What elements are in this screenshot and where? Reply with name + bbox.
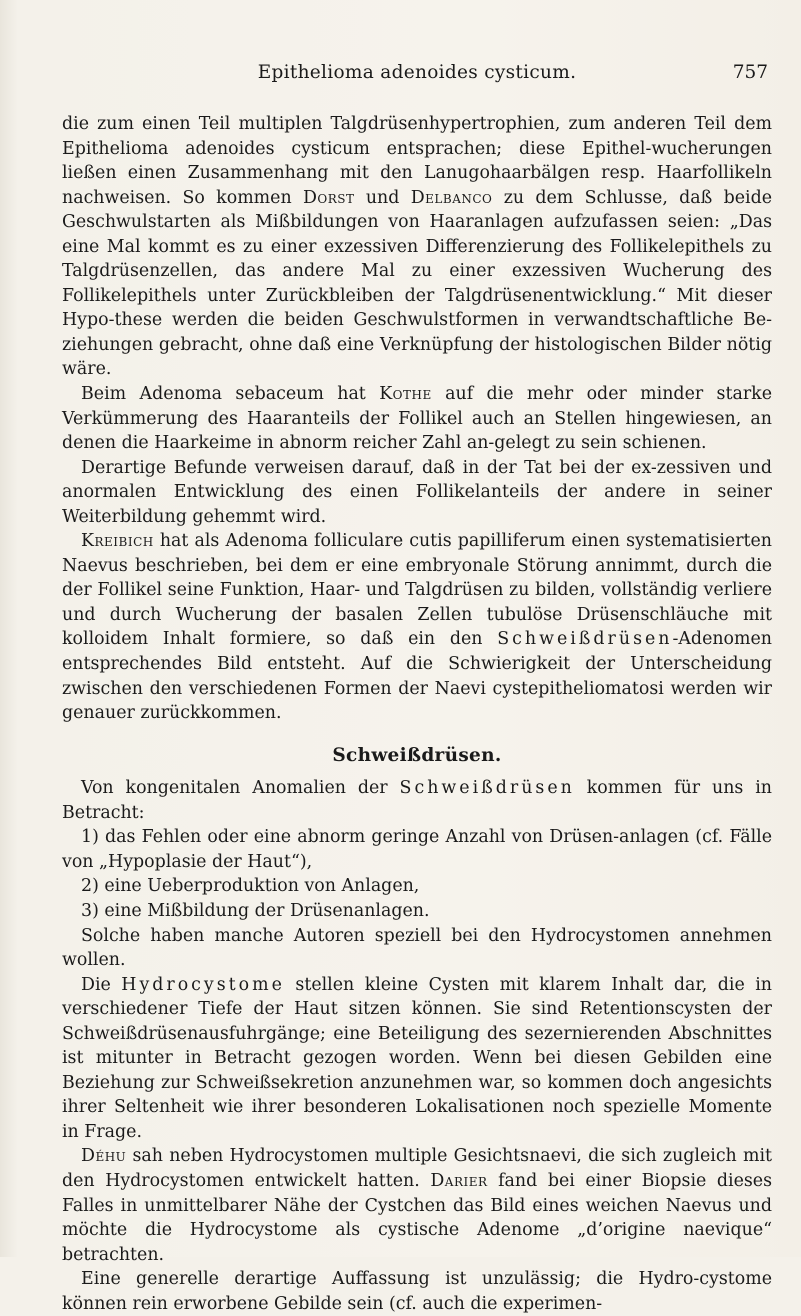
- paragraph-2: [62, 382, 772, 456]
- spaced-term: Schweißdrüsen: [399, 778, 575, 799]
- author-name: Darier: [430, 1170, 488, 1191]
- paragraph-8: Eine generelle derartige Auffassung ist unzulässig; die Hydro-cystome können rein erworbene Gebilde sein (cf. auch die experimen-: [62, 1269, 772, 1314]
- section-intro-rest: kommen für uns in Betracht:: [62, 778, 773, 823]
- author-name: Kreibich: [81, 531, 154, 552]
- author-name: Delbanco: [410, 187, 493, 208]
- paragraph-6-rest: stellen kleine Cysten mit klarem Inhalt dar, die in verschiedener Tiefe der Haut sitzen können. Sie sind Retentionscysten der Schweißdrüsenausfuhrgänge; eine Beteiligung des sezernierenden Abschnittes ist mitunter in Betracht gezogen worden. Wenn bei diesen Gebilden eine Beziehung zur Schweißsekretion anzunehmen war, so kommen doch angesichts ihrer Seltenheit wie ihrer besonderen Lokalisationen noch spezielle Momente in Frage.: [62, 974, 773, 1142]
- section-intro-text: Von kongenitalen Anomalien der: [81, 778, 388, 799]
- paragraph-4: [62, 529, 772, 725]
- page-body: [62, 112, 772, 1316]
- paragraph-5: Solche haben manche Autoren speziell bei den Hydrocystomen annehmen wollen.: [62, 925, 772, 971]
- list-item: 2) eine Ueberproduktion von Anlagen,: [81, 876, 420, 897]
- paragraph-7-text: sah neben Hydrocystomen multiple Gesichtsnaevi, die sich zugleich mit den Hydrocystomen entwickelt hatten.: [62, 1146, 773, 1191]
- paragraph-1-conjunction: und: [365, 187, 400, 208]
- paragraph-7-rest: fand bei einer Biopsie dieses Falles in unmittelbarer Nähe der Cystchen das Bild eines weichen Naevus und möchte die Hydrocystome als cystische Adenome „d’origine naevique“ betrachten.: [62, 1170, 773, 1265]
- running-header: [62, 62, 772, 88]
- paragraph-6-text: Die: [81, 974, 111, 995]
- paragraph-4-rest: -Adenomen entsprechendes Bild entsteht. Auf die Schwierigkeit der Unterscheidung zwischen den verschiedenen Formen der Naevi cystepitheliomatosi werden wir genauer zurückkommen.: [62, 629, 773, 724]
- spaced-term: Schweißdrüsen: [497, 629, 673, 650]
- author-name: Déhu: [81, 1146, 127, 1167]
- paragraph-7: [62, 1144, 772, 1267]
- paragraph-1: [62, 112, 772, 382]
- paragraph-6: [62, 973, 772, 1145]
- paragraph-1-text: die zum einen Teil multiplen Talgdrüsenhypertrophien, zum anderen Teil dem Epithelioma adenoides cysticum entsprachen; diese Epithel-wucherungen ließen einen Zusammenhang mit den Lanugohaarbälgen resp. Haarfollikeln nachweisen. So kommen: [62, 114, 772, 208]
- section-heading: Schweißdrüsen.: [332, 744, 502, 766]
- paragraph-1-rest: zu dem Schlusse, daß beide Geschwulstarten als Mißbildungen von Haaranlagen aufzufassen seien: „Das eine Mal kommt es zu einer exzessiven Differenzierung des Follikelepithels zu Talgdrüsenzellen, das andere Mal zu einer exzessiven Wucherung des Follikelepithels unter Zurückbleiben der Talgdrüsenentwicklung.“ Mit dieser Hypo-these werden die beiden Geschwulstformen in verwandtschaftliche Be-ziehungen gebracht, ohne daß eine Verknüpfung der histologischen Bilder nötig wäre.: [62, 187, 773, 380]
- paragraph-4-text: hat als Adenoma folliculare cutis papilliferum einen systematisierten Naevus beschrieben, bei dem er eine embryonale Störung annimmt, durch die der Follikel seine Funktion, Haar- und Talgdrüsen zu bilden, vollständig verliere und durch Wucherung der basalen Zellen tubulöse Drüsenschläuche mit kolloidem Inhalt formiere, so daß ein den: [62, 531, 773, 650]
- paragraph-2-text: Beim Adenoma sebaceum hat: [81, 384, 366, 405]
- paragraph-2-rest: auf die mehr oder minder starke Verkümmerung des Haaranteils der Follikel auch an Stellen hingewiesen, an denen die Haarkeime in abnorm reicher Zahl an-gelegt zu sein schienen.: [62, 384, 772, 454]
- author-name: Kothe: [379, 384, 432, 405]
- running-title: Epithelioma adenoides cysticum.: [257, 62, 577, 83]
- page-number: 757: [732, 62, 768, 83]
- section-intro: [62, 776, 772, 825]
- spaced-term: Hydrocystome: [121, 974, 285, 995]
- list-item: 1) das Fehlen oder eine abnorm geringe Anzahl von Drüsen-anlagen (cf. Fälle von „Hypoplasie der Haut“),: [62, 827, 772, 872]
- paragraph-3: Derartige Befunde verweisen darauf, daß in der Tat bei der ex-zessiven und anormalen Entwicklung des einen Follikelanteils der andere in seiner Weiterbildung gehemmt wird.: [62, 457, 772, 527]
- author-name: Dorst: [302, 187, 355, 208]
- list-item: 3) eine Mißbildung der Drüsenanlagen.: [81, 900, 430, 921]
